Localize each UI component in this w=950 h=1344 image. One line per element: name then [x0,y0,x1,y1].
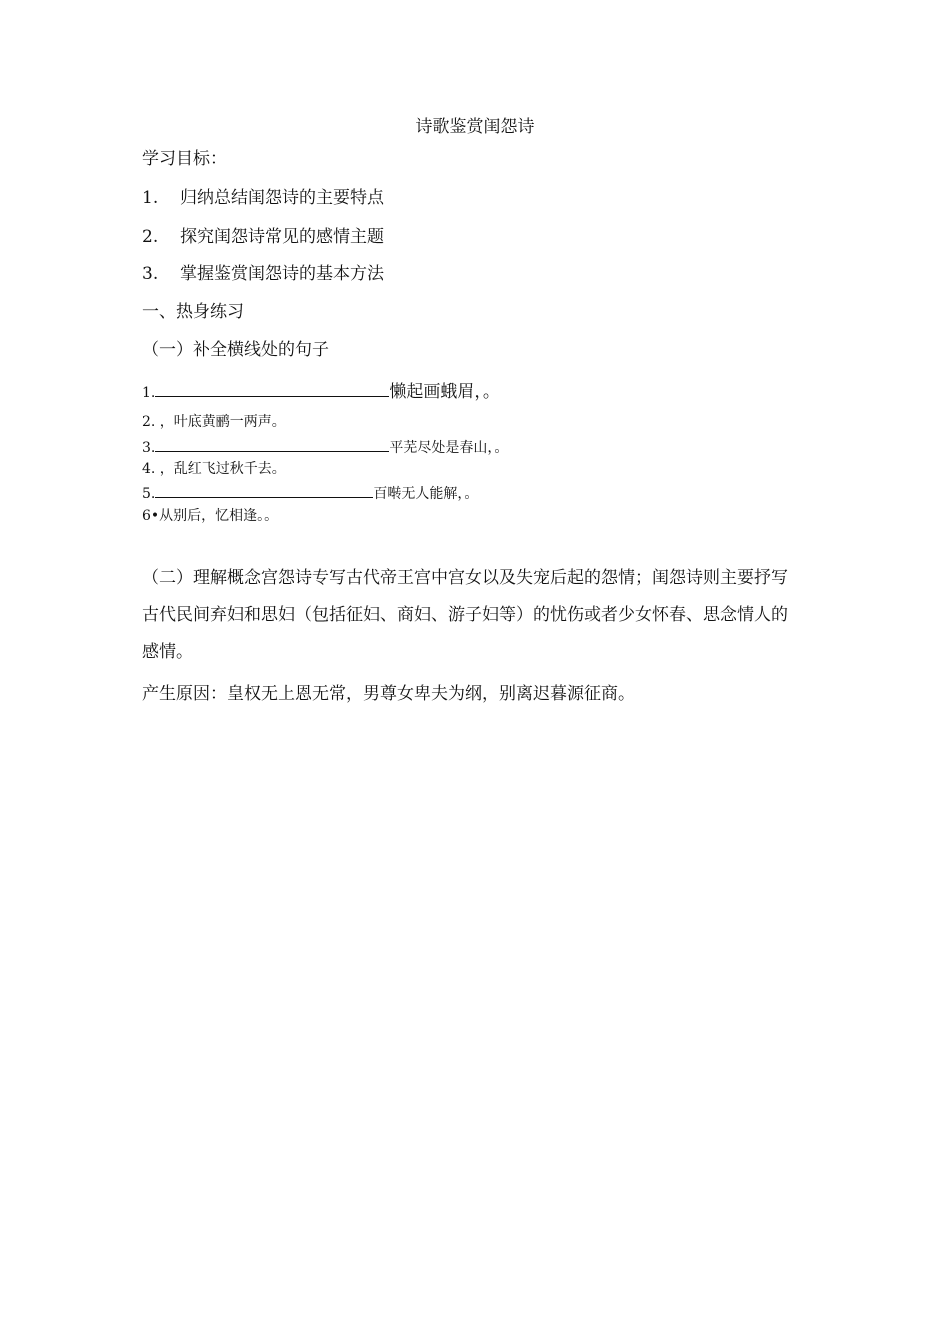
goals-heading: 学习目标： [142,149,227,169]
goal-item-3 [142,263,384,285]
goal-text: 掌握鉴赏闺怨诗的基本方法 [180,264,384,284]
fill-number: 3. [142,440,156,456]
fill-blank [155,483,373,498]
fill-text: 百啭无人能解，。 [373,486,479,502]
goal-text: 归纳总结闺怨诗的主要特点 [180,188,384,208]
fill-item-3 [142,437,508,457]
goal-item-2 [142,226,384,248]
section-heading: 一、热身练习 [142,302,244,322]
fill-number: 1. [142,385,156,401]
fill-item-4: 4. ，乱红飞过秋千去。 [142,461,286,477]
subsection-heading: （一）补全横线处的句子 [142,340,329,360]
fill-item-2: 2. ，叶底黄鹂一两声。 [142,414,286,430]
goal-text: 探究闺怨诗常见的感情主题 [180,227,384,247]
fill-blank [155,382,389,397]
page-title: 诗歌鉴赏闺怨诗 [415,117,535,137]
fill-item-1 [142,382,500,402]
fill-text: 平芜尽处是春山，。 [389,440,509,456]
fill-blank [155,437,389,452]
goal-number: 1. [142,188,159,208]
fill-item-6: 6•从别后，忆相逢。。 [142,508,279,524]
fill-number: 5. [142,486,156,502]
fill-text: 懒起画蛾眉，。 [389,382,500,402]
fill-item-5 [142,483,478,503]
goal-number: 3. [142,264,159,284]
concept-paragraph: （二）理解概念宫怨诗专写古代帝王宫中宫女以及失宠后起的怨情；闺怨诗则主要抒写古代民间弃妇和思妇（包括征妇、商妇、游子妇等）的忧伤或者少女怀春、思念情人的感情。 [142,568,788,662]
goal-number: 2. [142,227,159,247]
goal-item-1 [142,187,384,209]
cause-paragraph: 产生原因：皇权无上恩无常，男尊女卑夫为纲，别离迟暮源征商。 [142,684,635,704]
